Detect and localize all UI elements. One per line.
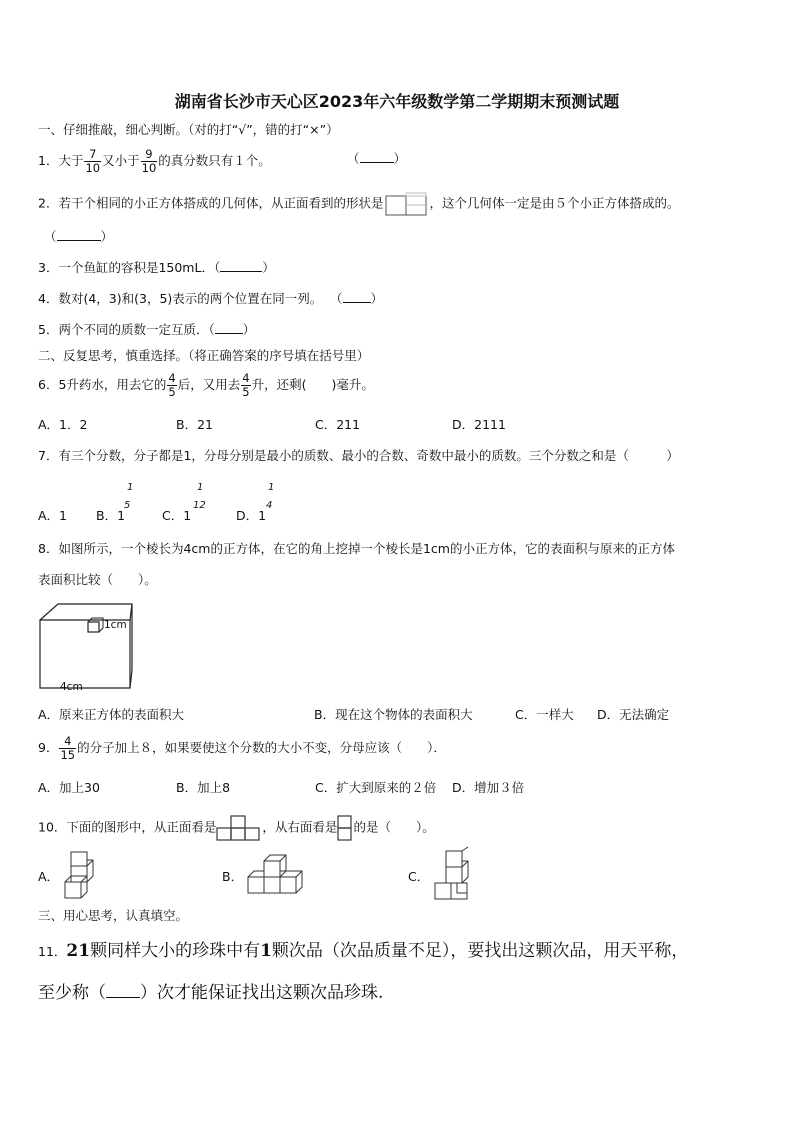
q8-option-a[interactable]: A．原来正方体的表面积大 bbox=[38, 707, 185, 722]
q7-b-frac-num: 1 bbox=[127, 482, 134, 493]
question-6: 6．5升药水，用去它的 $\frac{4}{5}$ 后，又用去 $\frac{4}{5}$ 升，还剩( )毫升。 bbox=[38, 371, 374, 399]
q7-d-frac-num: 1 bbox=[268, 482, 275, 493]
question-11-line1: 11．21颗同样大小的珍珠中有1颗次品（次品质量不足），要找出这颗次品，用天平称， bbox=[38, 941, 689, 961]
q7-option-c[interactable]: C．1 bbox=[162, 508, 192, 523]
q8-option-c[interactable]: C．一样大 bbox=[515, 707, 574, 722]
q6-option-d[interactable]: D．2111 bbox=[452, 417, 506, 432]
q6-option-b[interactable]: B．21 bbox=[176, 417, 213, 432]
cube-figure bbox=[36, 600, 136, 696]
q10-option-a[interactable]: A． bbox=[38, 869, 60, 884]
q2-answer-blank[interactable]: （ ） bbox=[44, 229, 114, 244]
question-11-line2: 至少称（ ）次才能保证找出这颗次品珍珠. bbox=[38, 983, 384, 1003]
cube-small-label: 1cm bbox=[104, 619, 127, 631]
q6-option-a[interactable]: A．1．2 bbox=[38, 417, 88, 432]
question-9: 9． $\frac{4}{15}$ 的分子加上８，如果要使这个分数的大小不变，分母应该（ ）． bbox=[38, 734, 446, 762]
q9-option-c[interactable]: C．扩大到原来的２倍 bbox=[315, 780, 437, 795]
q8-option-b[interactable]: B．现在这个物体的表面积大 bbox=[314, 707, 473, 722]
q7-c-frac-den: 12 bbox=[193, 500, 206, 511]
q7-option-b[interactable]: B．1 bbox=[96, 508, 126, 523]
question-1: 1．大于 $\frac{7}{10}$ 又小于 $\frac{9}{10}$ 的真分数只有１个。 bbox=[38, 147, 271, 175]
question-4: 4．数对(4，3)和(3，5)表示的两个位置在同一列。 （ ） bbox=[38, 291, 384, 306]
question-2: 2．若干个相同的小正方体搭成的几何体，从正面看到的形状是 ，这个几何体一定是由５个小正方体搭成的。 bbox=[38, 192, 679, 216]
fraction-7-10: $\frac{7}{10}$ bbox=[85, 147, 101, 175]
front-view-shape-icon bbox=[216, 815, 262, 841]
q10-option-b[interactable]: B． bbox=[222, 869, 244, 884]
q10-option-c[interactable]: C． bbox=[408, 869, 430, 884]
q10-figure-b-icon bbox=[246, 855, 304, 897]
question-8-line1: 8．如图所示，一个棱长为4cm的正方体，在它的角上挖掉一个棱长是1cm的小正方体，它的表面积与原来的正方体 bbox=[38, 541, 675, 556]
question-10: 10．下面的图形中，从正面看是 ，从右面看是 的是（ ）。 bbox=[38, 815, 435, 841]
q7-option-a[interactable]: A．1 bbox=[38, 508, 68, 523]
section2-heading: 二、反复思考，慎重选择。（将正确答案的序号填在括号里） bbox=[38, 348, 370, 363]
q1-answer-blank[interactable]: （ ） bbox=[347, 151, 407, 166]
question-7: 7．有三个分数，分子都是1，分母分别是最小的质数、最小的合数、奇数中最小的质数。三个分数之和是（ ） bbox=[38, 448, 679, 463]
right-view-shape-icon bbox=[337, 815, 353, 841]
section1-heading: 一、仔细推敲，细心判断。（对的打“√”，错的打“×”） bbox=[38, 122, 339, 137]
fraction-9-10: $\frac{9}{10}$ bbox=[141, 147, 157, 175]
q8-option-d[interactable]: D．无法确定 bbox=[597, 707, 670, 722]
q7-c-frac-num: 1 bbox=[197, 482, 204, 493]
q9-option-a[interactable]: A．加上30 bbox=[38, 780, 100, 795]
question-3: 3．一个鱼缸的容积是150mL．（ ） bbox=[38, 260, 275, 275]
q10-figure-a-icon bbox=[62, 852, 98, 900]
section3-heading: 三、用心思考，认真填空。 bbox=[38, 908, 189, 923]
q7-option-d[interactable]: D．1 bbox=[236, 508, 267, 523]
two-square-shape-icon bbox=[385, 192, 427, 216]
question-8-line2: 表面积比较（ ）。 bbox=[38, 572, 157, 587]
q9-option-d[interactable]: D．增加３倍 bbox=[452, 780, 525, 795]
q7-b-frac-den: 5 bbox=[124, 500, 131, 511]
question-5: 5．两个不同的质数一定互质．（ ） bbox=[38, 322, 256, 337]
q7-d-frac-den: 4 bbox=[266, 500, 273, 511]
cube-big-label: 4cm bbox=[60, 681, 83, 693]
page-title: 湖南省长沙市天心区2023年六年级数学第二学期期末预测试题 bbox=[174, 92, 620, 111]
q9-option-b[interactable]: B．加上8 bbox=[176, 780, 231, 795]
q6-option-c[interactable]: C．211 bbox=[315, 417, 361, 432]
q10-figure-c-icon bbox=[432, 849, 472, 901]
